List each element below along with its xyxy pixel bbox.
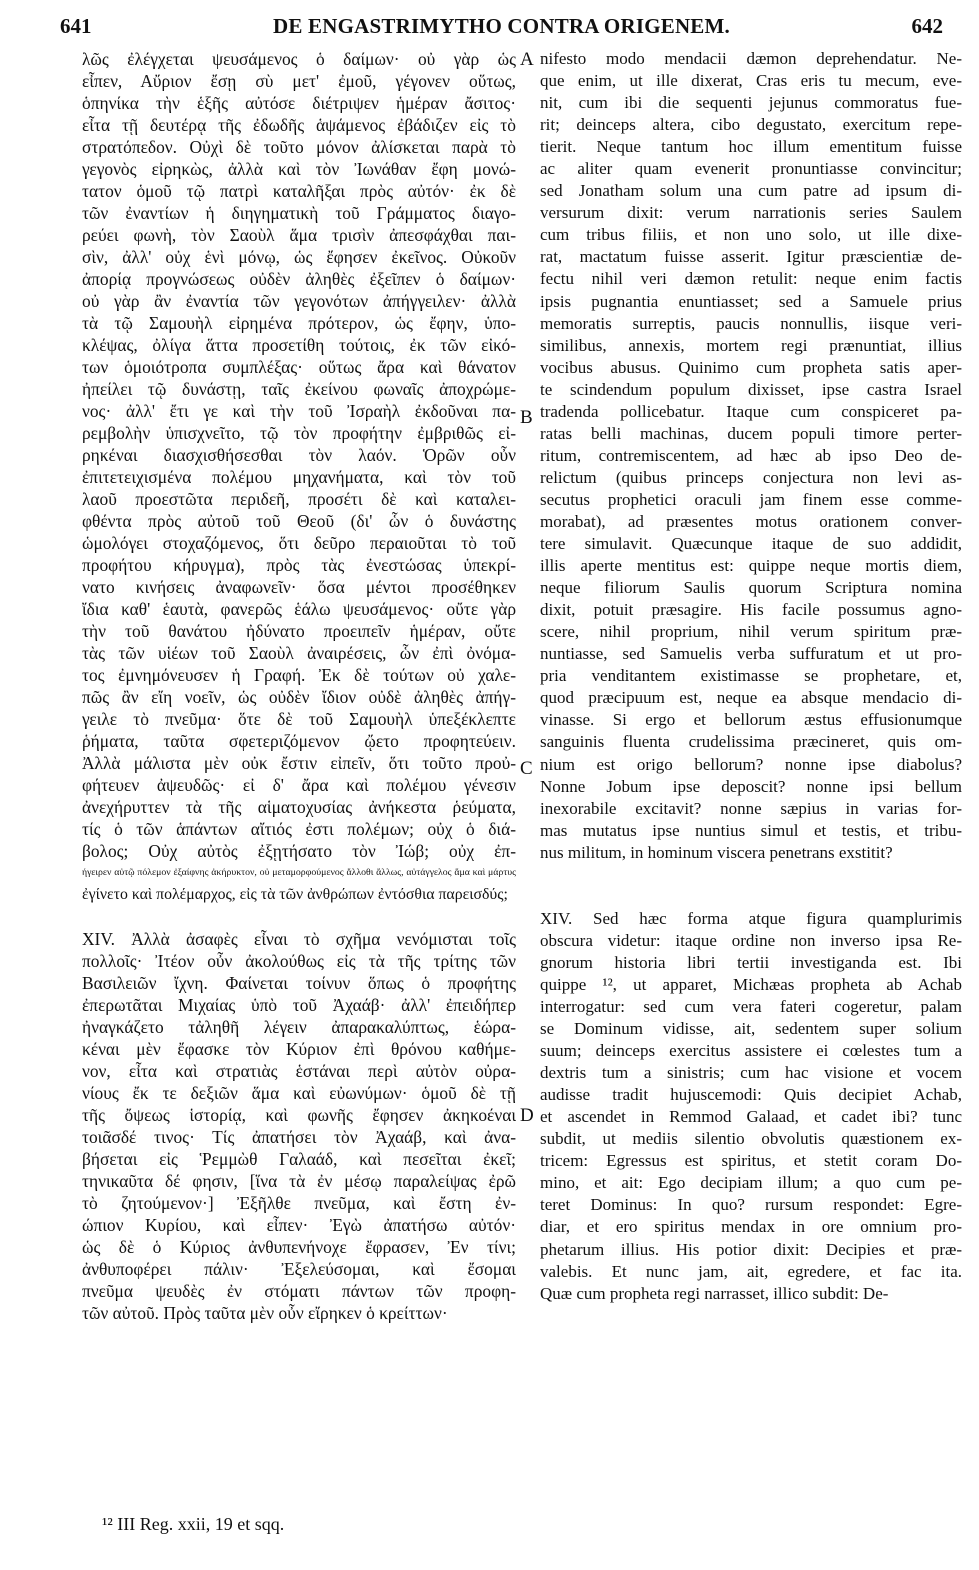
greek-column (82, 48, 516, 1324)
text-line: sanguinis fluenta crudelissima præcineret, quis om- (540, 732, 962, 752)
text-line: dixit, potuit præsagire. His facile possumus agno- (540, 600, 962, 620)
text-line: nifesto modo mendacii dæmon deprehendatur. Ne- (540, 49, 962, 68)
text-line: ἴδια καθ' ἑαυτὰ, φανερῶς ἑάλω ψευσάμενος· οὔτε γὰρ (82, 599, 516, 619)
text-line: νον, εἶτα καὶ στρατιὰς ἑστάναι περὶ αὐτὸν οὐρα- (82, 1061, 516, 1081)
text-line: νος· ἀλλ' ἔτι γε καὶ τὴν τοῦ Ἰσραὴλ ἐκδοῦναι πα- (82, 401, 516, 421)
text-line: ὁπηνίκα τὴν ἑξῆς αὐτόσε διέτριψεν ἡμέραν ἄσιτος· (82, 93, 516, 113)
text-line: inexorabile excitavit? nonne sæpius in varias for- (540, 798, 962, 818)
text-line: quippe ¹², ut apparet, Michæas propheta ab Achab (540, 974, 962, 994)
text-line: ac aliter quam evenerit pronuntiasse convincitur; (540, 159, 962, 179)
text-line: neque filiorum Saulis quorum Scriptura nomina (540, 578, 962, 598)
text-line: teret Dominus: In quo? rursum respondet: Egre- (540, 1195, 962, 1215)
text-line: τατον ὁμοῦ τῷ πατρὶ καταλῆξαι πρὸς αὐτόν· ἐκ δὲ (82, 181, 516, 201)
footnote: ¹² III Reg. xxii, 19 et sqq. (102, 1514, 285, 1534)
text-line: relictum (quibus princeps conjectura non levi as- (540, 467, 962, 487)
text-line: fectu nihil veri dæmon retulit: neque enim factis (540, 269, 962, 289)
text-line: tradenda pollicebatur. Itaque cum conspiceret pa- (540, 401, 962, 421)
margin-marker-a: A (520, 49, 534, 70)
text-line: ἐγίνετο καὶ πολέμαρχος, εἰς τὰ τῶν ἀνθρώπων ἐντόσθια παρεισδύς; (82, 886, 508, 903)
text-line: ήγειρεν αὐτῷ πόλεμον ἐξαίφνης ἀκήρυκτον, οὐ μεταμορφούμενος ἄλλοθι ἄλλως, αὐτάγγελος ἅμα καὶ μάρτυς (82, 867, 516, 878)
text-line: εἶπεν, Αὔριον ἔσῃ σὺ μετ' ἐμοῦ, γέγονεν οὕτως, (82, 71, 516, 91)
text-line: XIV. Ἀλλὰ ἀσαφὲς εἶναι τὸ σχῆμα νενόμισται τοῖς (82, 929, 516, 949)
text-line: tere simulavit. Quæcunque itaque de suo addidit, (540, 534, 962, 554)
text-line: πνεῦμα ψευδὲς ἐν στόματι πάντων τῶν προφη- (82, 1281, 516, 1301)
text-line: sed Jonatham solum una cum patre ad ipsum di- (540, 181, 962, 201)
text-line: obscura videtur: itaque ordine non inverso ipsa Re- (540, 930, 962, 950)
text-line: quod præcipuum est, neque ea absque mendacio di- (540, 688, 962, 708)
running-title: DE ENGASTRIMYTHO CONTRA ORIGENEM. (273, 14, 730, 38)
text-line: προφήτου κήρυγμα), πρὸς τὰς ἐνεστώσας ὑπεκρί- (82, 555, 516, 575)
text-line: εἶτα τῇ δευτέρᾳ τῆς ἐδωδῆς ἁψάμενος ἐβάδιζεν εἰς τὸ (82, 115, 516, 135)
text-line: τῶν ἐναντίων ἡ διηγηματικὴ τοῦ Γράμματος διαγο- (82, 203, 516, 223)
text-line: πολλοῖς· Ἰτέον οὖν ἀκολούθως εἰς τὰ τῆς τρίτης τῶν (82, 951, 516, 971)
text-line: πῶς ἂν εἴη νοεῖν, ὡς οὐδὲν ἴδιον οὐδὲ ἀληθὲς ἀπήγ- (82, 687, 516, 707)
margin-marker-d: D (520, 1105, 534, 1126)
text-line: ἠναγκάζετο τἀληθῆ λέγειν ἀπαρακαλύπτως, ἑώρα- (82, 1017, 516, 1037)
text-line: suum; deinceps exercitus assistere ei cœlestes tum a (540, 1041, 962, 1061)
blank-line (540, 886, 962, 908)
text-line: vocibus abusus. Quinimo cum propheta satis aper- (540, 357, 962, 377)
text-line: τῆς ὄψεως ἱστορίᾳ, καὶ φωνῆς ἔφησεν ἀκηκοέναι (82, 1105, 516, 1125)
margin-marker-b: B (520, 407, 533, 428)
text-line: memoratis surreptis, paucis nonnullis, iisque veri- (540, 313, 962, 333)
text-line: ἀπορίᾳ προγνώσεως οὐδὲν ἀληθὲς ἐξεῖπεν ὁ δαίμων· (82, 269, 516, 289)
text-line: tierit. Neque tantum hoc illum ementitum fuisse (540, 137, 962, 157)
margin-marker-c: C (520, 758, 533, 779)
text-line: ἀνθυποφέρει πάλιν· Ἐξελεύσομαι, καὶ ἔσομαι (82, 1259, 516, 1279)
text-line: ὡμολόγει στοχαζόμενος, ὅτι δεῦρο περαιοῦται τὸ τοῦ (82, 533, 516, 553)
text-line: βήσεται εἰς Ῥεμμὼθ Γαλαάδ, καὶ πεσεῖται ἐκεῖ; (82, 1149, 516, 1169)
text-line: ώπιον Κυρίου, καὶ εἶπεν· Ἐγὼ ἀπατήσω αὐτόν· (82, 1215, 516, 1235)
text-line: rat, mactatum fuisse asserit. Igitur præscientiæ de- (540, 247, 962, 267)
text-line: pria venditantem existimasse se prophetare, et, (540, 666, 962, 686)
text-line: ἠπείλει τῷ δυνάστῃ, ταῖς ἐκείνου φωναῖς ἀποχρώμε- (82, 379, 516, 399)
text-line: τὸ ζητούμενον·] Ἐξῆλθε πνεῦμα, καὶ ἔστη ἐν- (82, 1193, 516, 1213)
text-line: Quæ cum propheta regi narrasset, illico subdit: De- (540, 1283, 889, 1303)
text-line: ῥήματα, ταῦτα σφετεριζόμενον ᾤετο προφητεύειν. (82, 731, 516, 751)
text-line: λῶς ἐλέγχεται ψευσάμενος ὁ δαίμων· οὐ γὰρ ὡς (82, 49, 516, 69)
text-line: que enim, ut ille dixerat, Cras eris tu mecum, eve- (540, 71, 962, 91)
text-line: τῶν αὐτοῦ. Πρὸς ταῦτα μὲν οὖν εἴρηκεν ὁ κρείττων· (82, 1303, 448, 1323)
text-line: audisse tradit hujuscemodi: Quis decipiet Achab, (540, 1085, 962, 1105)
text-line: λαοῦ προεστῶτα περιδεῆ, προσέτι δὲ καὶ καταλει- (82, 489, 516, 509)
text-line: τὰ τῷ Σαμουὴλ εἰρημένα πρότερον, ὡς ἔφην, ὑπο- (82, 313, 516, 333)
text-line: te scindendum populum dixisset, ipse castra Israel (540, 379, 962, 399)
blank-line (540, 864, 962, 886)
text-line: vinasse. Si ergo et bellorum æstus effusionumque (540, 710, 962, 730)
text-line: ratas belli machinas, ducem populi timore perter- (540, 423, 962, 443)
text-line: mino, et ait: Ego decipiam illum; a quo cum pe- (540, 1173, 962, 1193)
text-line: phetarum illius. His potior dixit: Decipies et præ- (540, 1239, 962, 1259)
text-line: secutus prophetici oraculi jam finem esse comme- (540, 489, 962, 509)
text-line: se Dominum vidisse, ait, sedentem super solium (540, 1019, 962, 1039)
text-line: τοιᾶσδέ τινος· Τίς ἀπατήσει τὸν Ἀχαάβ, καὶ ἀνα- (82, 1127, 516, 1147)
text-line: τος ἐμνημόνευσεν ἡ Γραφή. Ἐκ δὲ τούτων οὐ χαλε- (82, 665, 516, 685)
text-line: Βασιλειῶν ἴχνη. Φαίνεται τοίνυν ὅπως ὁ προφήτης (82, 973, 516, 993)
right-page-number: 642 (911, 14, 943, 38)
text-line: valebis. Et nunc jam, ait, egredere, et fac ita. (540, 1261, 962, 1281)
text-line: rit; deinceps altera, cibo degustato, exercitum repe- (540, 115, 962, 135)
text-line: τίς ὁ τῶν ἁπάντων αἴτιός ἐστι πολέμων; οὐχ ὁ διά- (82, 819, 516, 839)
text-line: similibus, annexis, mortem regi prænuntiat, illius (540, 335, 962, 355)
text-line: Ἀλλὰ μάλιστα μὲν οὐκ ἔστιν εἰπεῖν, ὅτι τοῦτο προὐ- (82, 753, 516, 773)
text-line: morabat), ad præsentes motus orationem conver- (540, 511, 962, 531)
text-line: ρεμβολὴν ὑπισχνεῖτο, τῷ τὸν προφήτην ἐμβριθῶς εἰ- (82, 423, 516, 443)
left-page-number: 641 (60, 14, 92, 38)
text-line: XIV. Sed hæc forma atque figura quamplurimis (540, 908, 962, 928)
text-line: σὶν, ἀλλ' οὐχ ἑνὶ μόνῳ, ὡς ἔφησεν ἐκεῖνος. Οὐκοῦν (82, 247, 516, 267)
text-line: nit, cum ibi die sequenti jejunus commoratus fue- (540, 93, 962, 113)
text-line: ipsis pugnantia enuntiasset; sed a Samuele prius (540, 291, 962, 311)
text-line: στρατόπεδον. Οὐχὶ δὲ τοῦτο μόνον ἀλίσκεται παρὰ τὸ (82, 137, 516, 157)
text-line: Nonne Jobum ipse deposcit? nonne ipsi bellum (540, 776, 962, 796)
text-line: ἐπιτετειχισμένα πολέμου μηχανήματα, καὶ τὸν τοῦ (82, 467, 516, 487)
text-line: των ὁμοιότροπα συμπλέξας· οὕτως ἄρα καὶ θάνατον (82, 357, 516, 377)
text-line: gnorum historia libri tertii investiganda est. Ibi (540, 952, 962, 972)
text-line: βολος; Οὐχ αὐτὸς ἐξῃτήσατο τὸν Ἰώβ; οὐχ ἐπ- (82, 841, 516, 861)
text-line: ἐπερωτᾶται Μιχαίας ὑπὸ τοῦ Ἀχαάβ· ἀλλ' ἐπειδήπερ (82, 995, 516, 1015)
text-line: ἀνεχήρυττεν τὰ τῆς αἱματοχυσίας ἀνήκεστα ῥεύματα, (82, 797, 516, 817)
text-line: κέναι μὲν ἔφασκε τὸν Κύριον ἐπὶ θρόνου καθήμε- (82, 1039, 516, 1059)
text-line: οὐ γὰρ ἂν ἐναντία τῶν γεγονότων ἀπήγγειλεν· ἀλλὰ (82, 291, 516, 311)
text-line: φήτευεν ἀψευδῶς· εἰ δ' ἄρα καὶ πολέμου γένεσιν (82, 775, 516, 795)
text-line: νίους ἔκ τε δεξιῶν ἅμα καὶ εὐωνύμων· ὁμοῦ δὲ τῇ (82, 1083, 516, 1103)
text-line: νατο κινήσεις ἀναφωνεῖν· ὅσα μέντοι προσέθηκεν (82, 577, 516, 597)
text-line: γειλε τὸ πνεῦμα· ὅτε δὲ τοῦ Σαμουὴλ ὑπεξέκλεπτε (82, 709, 516, 729)
text-line: mas mutatus ipse nuntius simul et testis, et tribu- (540, 820, 962, 840)
text-line: scere, nihil proprium, nihil verum spiritum præ- (540, 622, 962, 642)
text-line: ρεύει φωνὴ, τὸν Σαοὺλ ἅμα τρισὶν ἀπεσφάχθαι παι- (82, 225, 516, 245)
text-line: τὴν τοῦ θανάτου ἠδύνατο προειπεῖν ἡμέραν, οὔτε (82, 621, 516, 641)
text-line: tricem: Egressus est spiritus, et stetit coram Do- (540, 1151, 962, 1171)
text-line: nus militum, in hominum viscera penetrans exstitit? (540, 842, 893, 862)
text-line: diar, et ero spiritus mendax in ore omnium pro- (540, 1217, 962, 1237)
text-line: ρηκέναι διασχισθήσεσθαι τὸν λαόν. Ὁρῶν οὖν (82, 445, 516, 465)
latin-column (540, 48, 962, 1305)
text-line: subdit, ut mediis silentio obvolutis quæstionem ex- (540, 1129, 962, 1149)
text-line: γεγονὸς εἰρηκὼς, ἀλλὰ καὶ τὸν Ἰωνάθαν ἔφη μονώ- (82, 159, 516, 179)
text-line: cum tribus filiis, et non uno solo, ut ille dixe- (540, 225, 962, 245)
text-line: ritum, contremiscentem, ad hæc ab ipso Deo de- (540, 445, 962, 465)
text-line: illis aperte mentitus est: quippe neque mortis diem, (540, 556, 962, 576)
text-line: dextris tum a sinistris; cum hac visione et vocem (540, 1063, 962, 1083)
text-line: interrogatur: sed cum vera fateri cogeretur, palam (540, 997, 962, 1017)
text-line: τὰς τῶν υἱέων τοῦ Σαοὺλ ἀναιρέσεις, ὧν ἐπὶ ὀνόμα- (82, 643, 516, 663)
text-line: φθέντα πρὸς αὐτοῦ τοῦ Θεοῦ (δι' ὧν ὁ δυνάστης (82, 511, 516, 531)
blank-line (82, 906, 516, 928)
text-line: ὡς δὲ ὁ Κύριος ἀνθυπενήνοχε ἔφρασεν, Ἐν τίνι; (82, 1237, 516, 1257)
text-line: κλέψας, ὀλίγα ἅττα προσετίθη τούτοις, ἐκ τῶν εἰκό- (82, 335, 516, 355)
text-line: et ascendet in Remmod Galaad, et cadet ibi? tunc (540, 1107, 962, 1127)
text-line: nium est origo bellorum? nonne ipse diabolus? (540, 754, 962, 774)
text-line: nuntiasse, sed Samuelis verba suffuratum et ut pro- (540, 644, 962, 664)
running-header (60, 14, 943, 42)
text-line: τηνικαῦτα δέ φησιν, [ἵνα τὰ ἐν μέσῳ παραλείψας ἐρῶ (82, 1171, 516, 1191)
text-line: versurum dixit: verum narrationis series Saulem (540, 203, 962, 223)
